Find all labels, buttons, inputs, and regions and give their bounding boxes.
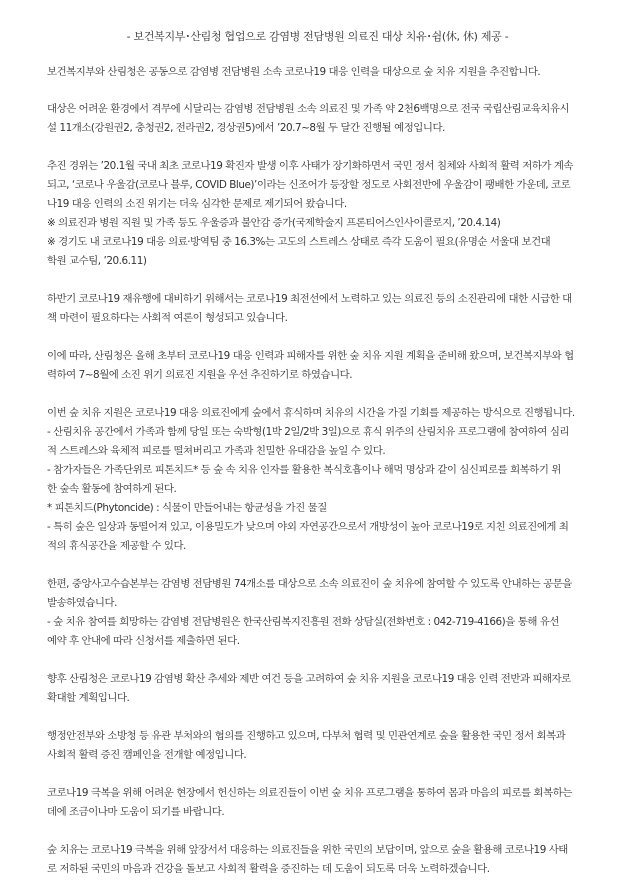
document-subtitle: - 보건복지부･산림청 협업으로 감염병 전담병원 의료진 대상 치유･쉼(休, 休) 제공 - [126, 30, 509, 43]
text-line: 한 숲속 활동에 참여하게 된다. [47, 483, 177, 495]
text-line: 예약 후 안내에 따라 신청서를 제출하면 된다. [47, 635, 240, 647]
paragraph-closing [47, 841, 625, 879]
paragraph-hope [47, 784, 625, 822]
paragraph-background [47, 157, 625, 271]
text-line: 대상은 어려운 환경에서 격무에 시달리는 감염병 전담병원 소속 의료진 및 가족 약 2천6백명으로 전국 국립산림교육치유시 [47, 103, 570, 115]
text-line: 한편, 중앙사고수습본부는 감염병 전담병원 74개소를 대상으로 소속 의료진이 숲 치유에 참여할 수 있도록 안내하는 공문을 [47, 578, 572, 590]
bullet-line: - 산림치유 공간에서 가족과 함께 당일 또는 숙박형(1박 2일/2박 3일)으로 휴식 위주의 산림치유 프로그램에 참여하여 심리 [47, 426, 570, 438]
text-line: 숲 치유는 코로나19 극복을 위해 앞장서서 대응하는 의료진들을 위한 국민의 보답이며, 앞으로 숲을 활용해 코로나19 사태 [47, 844, 568, 856]
text-line: 하반기 코로나19 재유행에 대비하기 위해서는 코로나19 최전선에서 노력하고 있는 의료진 등의 소진관리에 대한 시급한 대 [47, 293, 572, 305]
reference-note: ※ 의료진과 병원 직원 및 가족 등도 우울증과 불안감 증가(국제학술지 프론티어스인사이콜로지, ’20.4.14) [47, 217, 501, 229]
text-line: 확대할 계획입니다. [47, 692, 130, 704]
reference-note: ※ 경기도 내 코로나19 대응 의료·방역팀 중 16.3%는 고도의 스트레스 상태로 즉각 도움이 필요(유명순 서울대 보건대 [47, 236, 551, 248]
text-line: 력하여 7~8월에 소진 위기 의료진 지원을 우선 추진하기로 하였습니다. [47, 369, 353, 381]
bullet-line: - 참가자들은 가족단위로 피톤치드* 등 숲 속 치유 인자를 활용한 복식호흡이나 해먹 명상과 같이 심신피로를 회복하기 위 [47, 464, 561, 476]
paragraph-program-intro [47, 63, 625, 82]
paragraph-method [47, 404, 625, 556]
text-line: 이번 숲 치유 지원은 코로나19 대응 의료진에게 숲에서 휴식하며 치유의 시간을 가질 기회를 제공하는 방식으로 진행됩니다. [47, 407, 575, 419]
paragraph-future [47, 670, 625, 708]
text-line: 적의 휴식공간을 제공할 수 있다. [47, 540, 186, 552]
text-line: 추진 경위는 ’20.1월 국내 최초 코로나19 확진자 발생 이후 사태가 장기화하면서 국민 정서 침체와 사회적 활력 저하가 계속 [47, 160, 574, 172]
text-line: 향후 산림청은 코로나19 감염병 확산 추세와 제반 여건 등을 고려하여 숲 치유 지원을 코로나19 대응 인력 전반과 피해자로 [47, 673, 571, 685]
text-line: 되고, ‘코로나 우울감(코로나 블루, COVID Blue)’이라는 신조어가 등장할 정도로 사회전반에 우울감이 팽배한 가운데, 코로 [47, 179, 571, 191]
text-line: 코로나19 극복을 위해 어려운 현장에서 헌신하는 의료진들이 이번 숲 치유 프로그램을 통하여 몸과 마음의 피로를 회복하는 [47, 787, 572, 799]
text-line: 사회적 활력 증진 캠페인을 전개할 예정입니다. [47, 749, 247, 761]
reference-note: 학원 교수팀, ’20.6.11) [47, 255, 147, 267]
paragraph-target [47, 100, 625, 138]
text-line: 행정안전부와 소방청 등 유관 부처와의 협의를 진행하고 있으며, 다부처 협력 및 민관연계로 숲을 활용한 국민 정서 회복과 [47, 730, 566, 742]
text-line: 적 스트레스와 육체적 피로를 떨쳐버리고 가족과 친밀한 유대감을 높일 수 있다. [47, 445, 386, 457]
text-line: 이에 따라, 산림청은 올해 초부터 코로나19 대응 인력과 피해자를 위한 숲 치유 지원 계획을 준비해 왔으며, 보건복지부와 협 [47, 350, 574, 362]
text-line: 로 저하된 국민의 마음과 건강을 돌보고 사회적 활력을 증진하는 데 도움이 되도록 더욱 노력하겠습니다. [47, 863, 490, 875]
bullet-line: - 숲 치유 참여를 희망하는 감염병 전담병원은 한국산림복지진흥원 전화 상담실(전화번호 : 042-719-4166)을 통해 유선 [47, 616, 559, 628]
paragraph-notice [47, 575, 625, 651]
bullet-line: - 특히 숲은 일상과 동떨어져 있고, 이용밀도가 낮으며 야외 자연공간으로서 개방성이 높아 코로나19로 지친 의료진에게 최 [47, 521, 569, 533]
text-line: 발송하였습니다. [47, 597, 117, 609]
text-line: 책 마련이 필요하다는 사회적 여론이 형성되고 있습니다. [47, 312, 288, 324]
paragraph-plan [47, 347, 625, 385]
paragraph-cooperation [47, 727, 625, 765]
text-line: 데에 조금이나마 도움이 되기를 바랍니다. [47, 806, 225, 818]
text-line: 설 11개소(강원권2, 충청권2, 전라권2, 경상권5)에서 ’20.7~8월 두 달간 진행될 예정입니다. [47, 122, 445, 134]
text-line: 나19 대응 인력의 소진 위기는 더욱 심각한 문제로 제기되어 왔습니다. [47, 198, 347, 210]
paragraph-need [47, 290, 625, 328]
footnote-line: * 피톤치드(Phytoncide) : 식물이 만들어내는 항균성을 가진 물질 [47, 502, 327, 514]
text-line: 보건복지부와 산림청은 공동으로 감염병 전담병원 소속 코로나19 대응 인력을 대상으로 숲 치유 지원을 추진합니다. [47, 66, 541, 78]
